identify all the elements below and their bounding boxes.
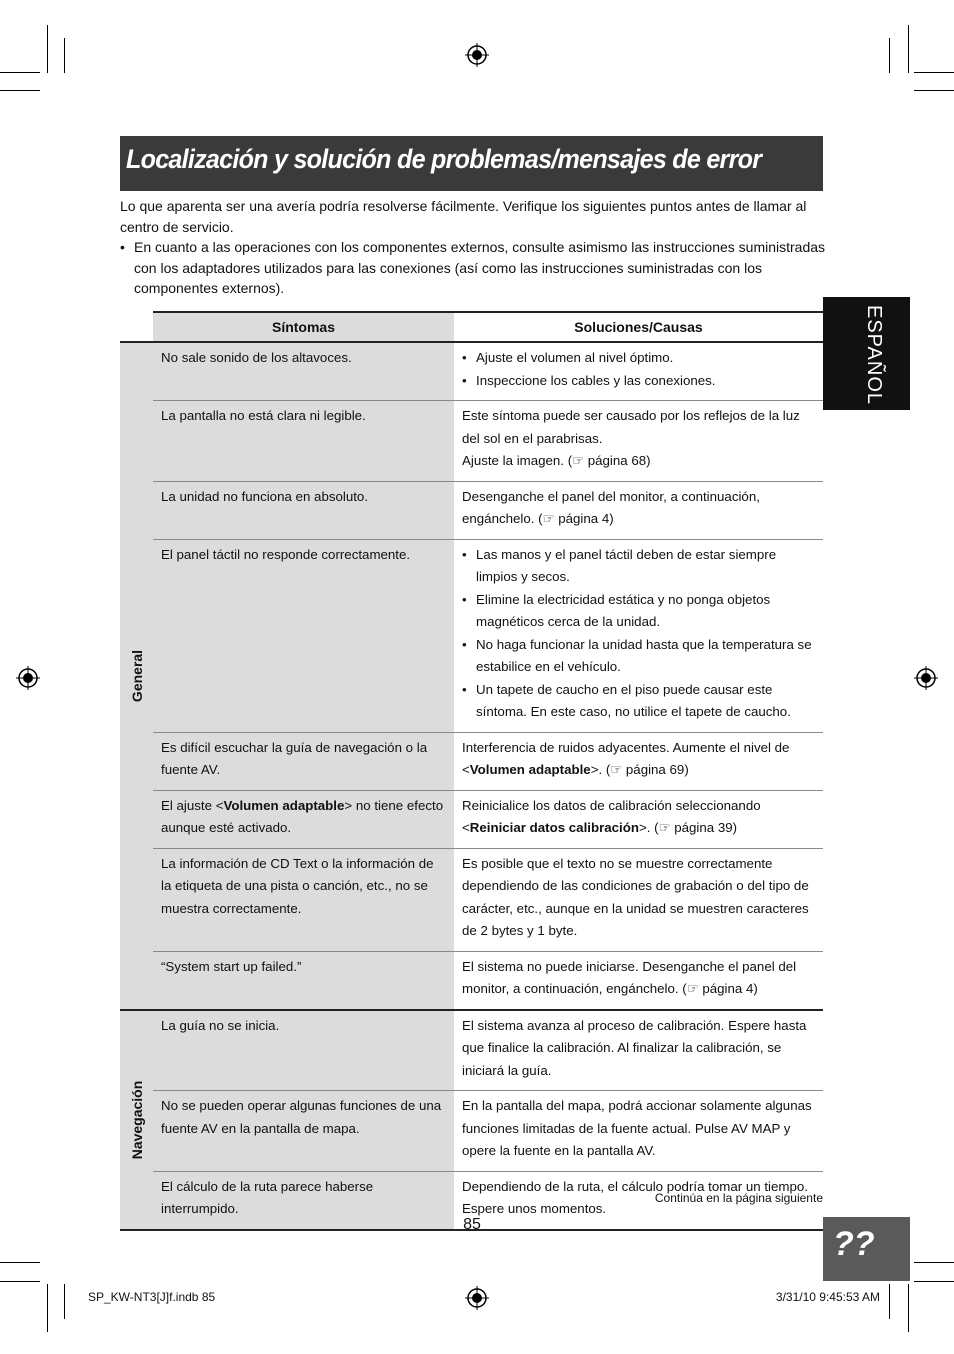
crop-mark: [64, 38, 65, 73]
symptom-cell: [153, 790, 454, 848]
symptom-cell: La pantalla no está clara ni legible.: [153, 401, 454, 482]
crop-mark: [914, 72, 954, 73]
menu-item-name: Volumen adaptable: [223, 797, 345, 813]
footer-timestamp: 3/31/10 9:45:53 AM: [775, 1290, 880, 1304]
table-row: [120, 951, 823, 1010]
solution-bullet: • Un tapete de caucho en el piso puede causar este síntoma. En este caso, no utilice el tapete de caucho.: [462, 679, 815, 724]
question-marks-icon: ??: [833, 1225, 875, 1263]
solution-cell: [454, 790, 823, 848]
crop-mark: [0, 1262, 40, 1263]
registration-mark-icon: [914, 666, 938, 690]
solution-cell: Es posible que el texto no se muestre correctamente dependiendo de las condiciones de grabación o del tipo de carácter, etc., aunque en la unidad se muestren caracteres de 2 bytes y 1 byte.: [454, 848, 823, 951]
table-row: [120, 790, 823, 848]
crop-mark: [889, 1284, 890, 1319]
table-row: [120, 481, 823, 539]
crop-mark: [908, 1284, 909, 1332]
symptom-cell: No sale sonido de los altavoces.: [153, 342, 454, 401]
crop-mark: [0, 90, 40, 91]
crop-mark: [914, 1262, 954, 1263]
table-row: [120, 848, 823, 951]
registration-mark-icon: [465, 1286, 489, 1310]
solution-text: >. (☞ página 69): [590, 762, 689, 777]
intro-bullet: • En cuanto a las operaciones con los componentes externos, consulte asimismo las instrucciones suministradas con los adaptadores utilizados para las conexiones (así como las instrucciones suministradas con los componentes externos).: [120, 237, 826, 299]
menu-item-name: Volumen adaptable: [469, 762, 591, 777]
footer-file-info: SP_KW-NT3[J]f.indb 85: [88, 1290, 216, 1304]
table-row: [120, 1091, 823, 1172]
solution-text: Reinicialice los datos de calibración seleccionando <: [462, 797, 761, 835]
table-row: [120, 401, 823, 482]
table-row: [120, 342, 823, 401]
solution-cell: [454, 539, 823, 732]
page-title-bar: [120, 136, 823, 191]
solution-text: >. (☞ página 39): [639, 820, 738, 835]
solution-text: Interferencia de ruidos adyacentes. Aumente el nivel de <: [462, 739, 790, 777]
crop-mark: [47, 25, 48, 73]
solution-cell: El sistema no puede iniciarse. Desenganche el panel del monitor, a continuación, engánchelo. (☞ página 4): [454, 951, 823, 1010]
category-navigation: [120, 1010, 153, 1230]
solution-bullet: • No haga funcionar la unidad hasta que la temperatura se estabilice en el vehículo.: [462, 634, 815, 679]
category-general: [120, 342, 153, 1010]
crop-mark: [914, 1281, 954, 1282]
symptom-cell: El panel táctil no responde correctamente.: [153, 539, 454, 732]
registration-mark-icon: [465, 43, 489, 67]
solution-text: Este síntoma puede ser causado por los reflejos de la luz del sol en el parabrisas.: [462, 408, 800, 446]
solution-text: Ajuste la imagen. (☞ página 68): [462, 453, 651, 468]
solution-cell: El sistema avanza al proceso de calibración. Espere hasta que finalice la calibración. Al finalizar la calibración, se iniciará la guía.: [454, 1010, 823, 1091]
continue-note: Continúa en la página siguiente: [654, 1191, 823, 1205]
registration-mark-icon: [16, 666, 40, 690]
table-row: [120, 1010, 823, 1091]
crop-mark: [889, 38, 890, 73]
symptom-cell: La información de CD Text o la información de la etiqueta de una pista o canción, etc., no se muestra correctamente.: [153, 848, 454, 951]
symptom-cell: El cálculo de la ruta parece haberse interrumpido.: [153, 1171, 454, 1230]
symptom-cell: La unidad no funciona en absoluto.: [153, 481, 454, 539]
language-tab-label: ESPAÑOL: [863, 305, 885, 405]
category-navigation-label: Navegación: [128, 1080, 145, 1159]
crop-mark: [47, 1284, 48, 1332]
crop-mark: [0, 1281, 40, 1282]
solution-bullet: • Las manos y el panel táctil deben de estar siempre limpios y secos.: [462, 544, 815, 589]
crop-mark: [914, 90, 954, 91]
help-tab: [823, 1217, 910, 1281]
table-row: [120, 732, 823, 790]
header-solutions: Soluciones/Causas: [454, 312, 823, 342]
intro-text: [120, 196, 826, 299]
intro-paragraph: Lo que aparenta ser una avería podría resolverse fácilmente. Verifique los siguientes puntos antes de llamar al centro de servicio.: [120, 198, 807, 235]
table-header-row: [120, 312, 823, 342]
header-spacer: [120, 312, 153, 342]
category-general-label: General: [128, 649, 145, 702]
symptom-text: > no tiene efecto aunque esté activado.: [161, 797, 444, 835]
troubleshooting-table: [120, 311, 823, 1231]
solution-cell: [454, 732, 823, 790]
solution-cell: [454, 401, 823, 482]
solution-cell: Desenganche el panel del monitor, a continuación, engánchelo. (☞ página 4): [454, 481, 823, 539]
solution-cell: [454, 342, 823, 401]
menu-item-name: Reiniciar datos calibración: [469, 820, 639, 835]
symptom-cell: Es difícil escuchar la guía de navegación o la fuente AV.: [153, 732, 454, 790]
crop-mark: [908, 25, 909, 73]
table-row: [120, 539, 823, 732]
solution-cell: En la pantalla del mapa, podrá accionar solamente algunas funciones limitadas de la fuente actual. Pulse AV MAP y opere la fuente en la pantalla AV.: [454, 1091, 823, 1172]
page-number: 85: [463, 1216, 481, 1233]
page-title: Localización y solución de problemas/mensajes de error: [126, 144, 762, 174]
language-tab: [823, 297, 910, 410]
solution-bullet: • Inspeccione los cables y las conexiones.: [462, 370, 815, 393]
crop-mark: [0, 72, 40, 73]
symptom-cell: No se pueden operar algunas funciones de una fuente AV en la pantalla de mapa.: [153, 1091, 454, 1172]
header-symptoms: Síntomas: [153, 312, 454, 342]
solution-bullet: • Elimine la electricidad estática y no ponga objetos magnéticos cerca de la unidad.: [462, 589, 815, 634]
solution-bullet: • Ajuste el volumen al nivel óptimo.: [462, 347, 815, 370]
symptom-cell: “System start up failed.”: [153, 951, 454, 1010]
symptom-text: El ajuste <: [161, 797, 224, 813]
symptom-cell: La guía no se inicia.: [153, 1010, 454, 1091]
solution-cell: Dependiendo de la ruta, el cálculo podría tomar un tiempo. Espere unos momentos.: [454, 1171, 823, 1230]
crop-mark: [64, 1284, 65, 1319]
